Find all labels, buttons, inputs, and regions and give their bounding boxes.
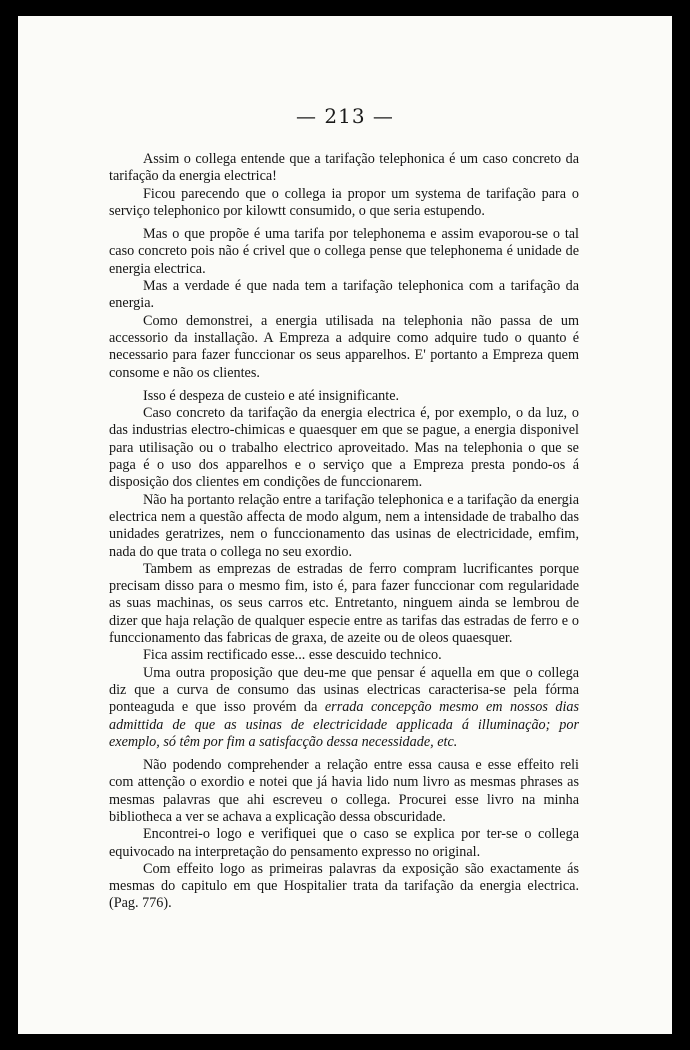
paragraph-5: Como demonstrei, a energia utilisada na telephonia não passa de um accessorio da installação. A Empreza a adquire como adquire tudo o quanto é necessario para fazer funccionar os seus apparelhos. E' portanto a Empreza quem consome e não os clientes. [109, 312, 579, 381]
paragraph-3: Mas o que propõe é uma tarifa por telephonema e assim evaporou-se o tal caso concreto pois não é crivel que o collega pense que telephonema é unidade de energia electrica. [109, 226, 579, 277]
book-page [18, 16, 672, 1034]
paragraph-14: Com effeito logo as primeiras palavras da exposição são exactamente ás mesmas do capitulo em que Hospitalier trata da tarifação da energia electrica. (Pag. 776). [109, 860, 579, 912]
paragraph-12: Não podendo comprehender a relação entre essa causa e esse effeito reli com attenção o exordio e notei que já havia lido num livro as mesmas phrases as mesmas palavras que ahi escreveu o collega. Procurei esse livro na minha bibliotheca a ver se achava a explicação dessa obscuridade. [109, 757, 579, 825]
paragraph-1: Assim o collega entende que a tarifação telephonica é um caso concreto da tarifação da energia electrica! [109, 151, 579, 185]
paragraph-13: Encontrei-o logo e verifiquei que o caso se explica por ter-se o collega equivocado na interpretação do pensamento expresso no original. [109, 826, 579, 860]
paragraph-8: Não ha portanto relação entre a tarifação telephonica e a tarifação da energia electrica nem a questão affecta de modo algum, nem a intensidade de trabalho das unidades geratrizes, nem o funccionamento das usinas de electricidade, emfim, nada do que trata o collega no seu exordio. [109, 491, 579, 560]
paragraph-11 [109, 665, 579, 751]
paragraph-7: Caso concreto da tarifação da energia electrica é, por exemplo, o da luz, o das industrias electro-chimicas e quaesquer em que se pague, a energia disponivel para utilisação ou o trabalho electrico aproveitado. Mas na telephonia o que se paga é o uso dos apparelhos e o serviço que a Empreza presta pondo-os á disposição dos clientes em condições de funccionarem. [109, 405, 579, 491]
paragraph-10: Fica assim rectificado esse... esse descuido technico. [143, 647, 442, 664]
italic-passage: errada concepção mesmo em nossos dias admittida de que as usinas de electricidade applicada á illuminação; por exemplo, só têm por fim a satisfacção dessa necessidade, etc. [109, 699, 579, 750]
paragraph-2: Ficou parecendo que o collega ia propor um systema de tarifação para o serviço telephonico por kilowtt consumido, o que seria estupendo. [109, 185, 579, 219]
body-text [109, 151, 579, 913]
paragraph-11-text: Uma outra proposição que deu-me que pensar é aquella em que o collega diz que a curva de consumo das usinas electricas caracterisa-se pela fórma ponteaguda e que isso provém da [109, 664, 579, 716]
paragraph-4: Mas a verdade é que nada tem a tarifação telephonica com a tarifação da energia. [109, 278, 579, 312]
page-number: — 213 — [296, 104, 394, 128]
paragraph-6: Isso é despeza de custeio e até insignificante. [143, 387, 400, 404]
paragraph-9: Tambem as emprezas de estradas de ferro compram lucrificantes porque precisam disso para o mesmo fim, isto é, para fazer funccionar com regularidade as suas machinas, os seus carros etc. Entretanto, ninguem ainda se lembrou de dizer que haja relação de qualquer especie entre as tarifas das estradas de ferro e o funccionamento das fabricas de graxa, de azeite ou de oleos quaesquer. [109, 560, 579, 647]
